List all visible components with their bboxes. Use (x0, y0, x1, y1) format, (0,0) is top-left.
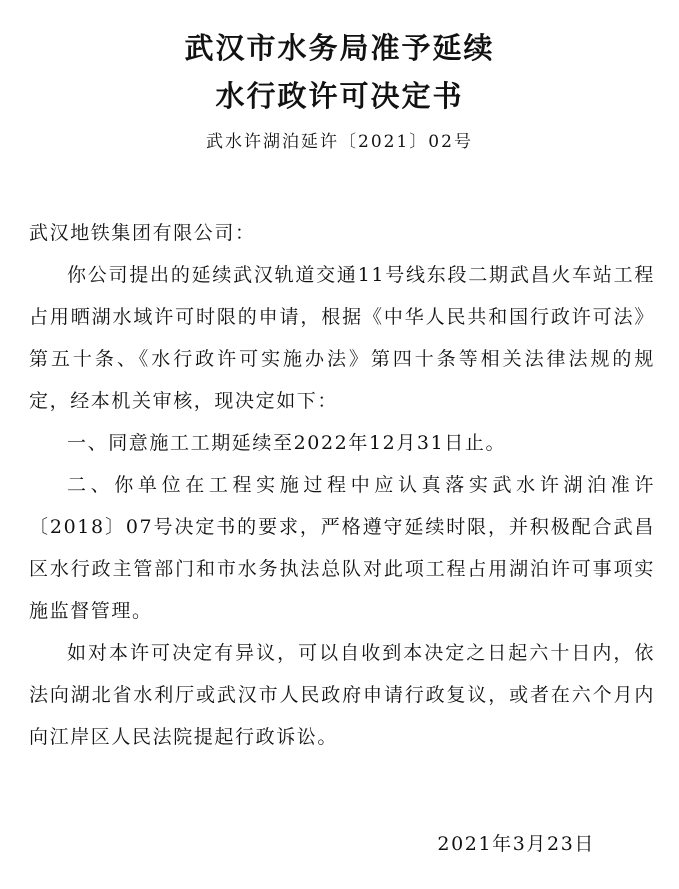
document-title-line-2: 水行政许可决定书 (215, 79, 464, 113)
document-body (29, 212, 655, 758)
paragraph-application: 你公司提出的延续武汉轨道交通11号线东段二期武昌火车站工程占用晒湖水域许可时限的申请，根据《中华人民共和国行政许可法》第五十条、《水行政许可实施办法》第四十条等相关法律法规的规定，经本机关审核，现决定如下： (29, 264, 655, 412)
recipient-line: 武汉地铁集团有限公司： (29, 222, 256, 244)
paragraph-appeal-notice: 如对本许可决定有异议，可以自收到本决定之日起六十日内，依法向湖北省水利厅或武汉市人民政府申请行政复议，或者在六个月内向江岸区人民法院提起行政诉讼。 (29, 642, 655, 748)
paragraph-decision-2: 二、你单位在工程实施过程中应认真落实武水许湖泊准许〔2018〕07号决定书的要求，严格遵守延续时限，并积极配合武昌区水行政主管部门和市水务执法总队对此项工程占用湖泊许可事项实施监督管理。 (29, 474, 655, 622)
document-date: 2021年3月23日 (437, 833, 595, 855)
document-number: 武水许湖泊延许〔2021〕02号 (206, 132, 473, 152)
paragraph-decision-1: 一、同意施工工期延续至2022年12月31日止。 (67, 432, 507, 454)
document-title-line-1: 武汉市水务局准予延续 (184, 31, 495, 65)
